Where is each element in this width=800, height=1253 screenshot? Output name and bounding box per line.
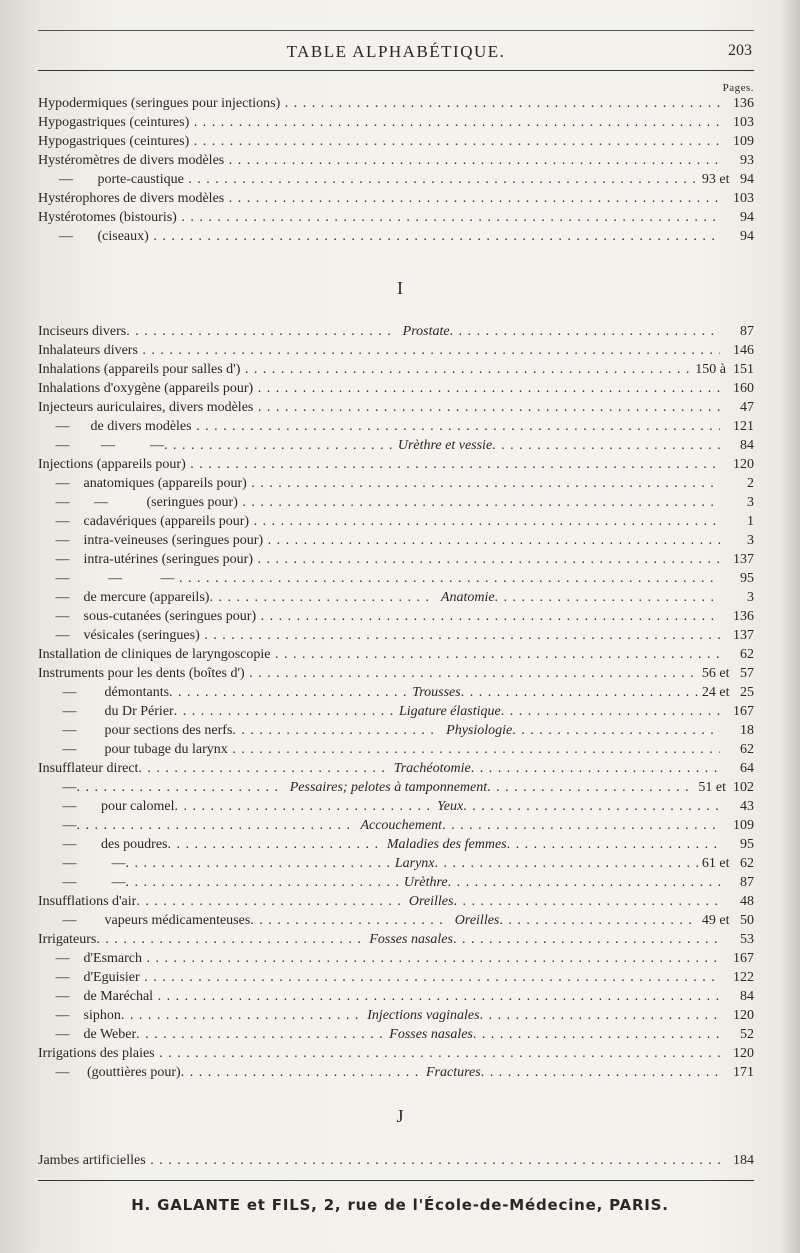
entry-cross-reference: Injections vaginales: [367, 1008, 480, 1023]
entry-term: — pour sections des nerfs: [38, 723, 233, 738]
dot-leader: [77, 817, 355, 835]
entry-cross-reference: Fractures: [426, 1065, 481, 1080]
entry-page-number: 3: [747, 495, 754, 510]
entry-term: Insufflations d'air: [38, 894, 137, 909]
entry-term: — siphon: [38, 1008, 121, 1023]
entry-page-number: 150 à 151: [695, 362, 754, 377]
entry-page-number: 167: [733, 704, 754, 719]
page-header: [38, 38, 754, 66]
entry-cross-reference: Ligature élastique: [398, 704, 501, 719]
index-entry: [38, 209, 754, 227]
dot-leader: [121, 1007, 361, 1025]
index-entry: [38, 494, 754, 512]
entry-page-number: 64: [739, 761, 754, 776]
dot-leader: [168, 836, 381, 854]
entry-page-number: 24 et 25: [701, 685, 754, 700]
index-entry: [38, 532, 754, 550]
entry-term: — — — . . .: [38, 570, 720, 588]
index-entry: [38, 608, 754, 626]
index-entry: [38, 912, 754, 930]
entry-term: — sous-cutanées (seringues pour) . . .: [38, 608, 720, 626]
page-number: 203: [728, 42, 752, 59]
index-entry: [38, 437, 754, 455]
index-entry: [38, 171, 754, 189]
entry-page-number: 84: [740, 438, 754, 453]
entry-cross-reference: Trachéotomie: [393, 761, 471, 776]
dot-leader: [136, 893, 403, 911]
entry-term: — cadavériques (appareils pour) . . .: [38, 513, 720, 531]
index-entry: [38, 665, 754, 683]
entry-term: — de Maréchal . . .: [38, 988, 720, 1006]
dot-leader: [453, 931, 720, 949]
entry-cross-reference: Anatomie: [440, 590, 495, 605]
entry-page-number: 47: [740, 400, 754, 415]
entry-page-number: 53: [740, 932, 754, 947]
entry-term: — démontants: [38, 685, 170, 700]
dot-leader: [126, 323, 396, 341]
dot-leader: [453, 893, 720, 911]
entry-page-number: 171: [733, 1065, 754, 1080]
entry-page-number: 1: [747, 514, 754, 529]
entry-page-number: 3: [747, 533, 754, 548]
index-entry: [38, 741, 754, 759]
entry-page-number: 84: [740, 989, 754, 1004]
entry-cross-reference: Physiologie: [446, 723, 513, 738]
index-entry: [38, 855, 754, 873]
entry-page-number: 103: [733, 191, 754, 206]
entry-term: — (gouttières pour): [38, 1065, 181, 1080]
entry-term: —: [38, 780, 77, 795]
dot-leader: [136, 1026, 383, 1044]
header-top-rule: [38, 30, 754, 31]
entry-cross-reference: Prostate: [402, 324, 450, 339]
entry-cross-reference: Maladies des femmes: [386, 837, 507, 852]
index-entry: [38, 798, 754, 816]
pages-column-label: Pages.: [722, 82, 754, 94]
dot-leader: [450, 323, 720, 341]
index-entry: [38, 95, 754, 113]
index-entry: [38, 703, 754, 721]
index-entry: [38, 475, 754, 493]
index-entry: [38, 513, 754, 531]
entry-term: Hypogastriques (ceintures) . . .: [38, 114, 720, 132]
entry-page-number: 62: [740, 742, 754, 757]
dot-leader: [463, 798, 720, 816]
entry-term: — de Weber: [38, 1027, 137, 1042]
entry-cross-reference: Yeux: [437, 799, 464, 814]
entry-term: — des poudres: [38, 837, 168, 852]
dot-leader: [448, 874, 720, 892]
entry-term: Hystérophores de divers modèles . . .: [38, 190, 720, 208]
dot-leader: [169, 684, 406, 702]
entry-page-number: 94: [740, 210, 754, 225]
index-entry: [38, 931, 754, 949]
index-entry: [38, 152, 754, 170]
entry-page-number: 136: [733, 609, 754, 624]
entry-term: Inhalateurs divers . . .: [38, 342, 720, 360]
entry-page-number: 62: [740, 647, 754, 662]
dot-leader: [499, 912, 698, 930]
dot-leader: [480, 1007, 720, 1025]
dot-leader: [96, 931, 363, 949]
dot-leader: [471, 760, 720, 778]
entry-term: — intra-veineuses (seringues pour) . . .: [38, 532, 720, 550]
dot-leader: [77, 779, 284, 797]
entry-term: — (ciseaux) . . .: [38, 228, 720, 246]
dot-leader: [174, 798, 431, 816]
entry-term: Installation de cliniques de laryngoscopie . . .: [38, 646, 720, 664]
entry-term: Hystérotomes (bistouris) . . .: [38, 209, 720, 227]
entry-cross-reference: Urèthre et vessie: [397, 438, 493, 453]
index-entry: [38, 950, 754, 968]
entry-cross-reference: Oreilles: [454, 913, 500, 928]
entry-term: Insufflateur direct: [38, 761, 139, 776]
index-entry: [38, 323, 754, 341]
entry-term: Inhalations d'oxygène (appareils pour) . . .: [38, 380, 720, 398]
publisher-footer: H. GALANTE et FILS, 2, rue de l'École-de-Médecine, PARIS.: [131, 1196, 669, 1214]
entry-page-number: 120: [733, 1008, 754, 1023]
entry-page-number: 137: [733, 628, 754, 643]
dot-leader: [461, 684, 698, 702]
entry-term: — —: [38, 875, 126, 890]
entry-term: Injecteurs auriculaires, divers modèles . . .: [38, 399, 720, 417]
entry-cross-reference: Larynx: [394, 856, 435, 871]
dot-leader: [250, 912, 449, 930]
dot-leader: [126, 874, 398, 892]
entry-cross-reference: Pessaires; pelotes à tamponnement: [289, 780, 488, 795]
index-entry: [38, 190, 754, 208]
index-entry: [38, 399, 754, 417]
index-entry: [38, 722, 754, 740]
index-entry: [38, 589, 754, 607]
entry-page-number: 137: [733, 552, 754, 567]
dot-leader: [174, 703, 393, 721]
entry-page-number: 109: [733, 134, 754, 149]
entry-cross-reference: Oreilles: [408, 894, 454, 909]
dot-leader: [487, 779, 694, 797]
entry-term: Inhalations (appareils pour salles d') . . .: [38, 361, 691, 379]
entry-page-number: 160: [733, 381, 754, 396]
section-heading-j: J: [396, 1106, 404, 1126]
entry-page-number: 48: [740, 894, 754, 909]
index-entry: [38, 646, 754, 664]
index-entry: [38, 380, 754, 398]
entry-term: — d'Esmarch . . .: [38, 950, 720, 968]
index-entry: [38, 1152, 754, 1170]
index-entry: [38, 1045, 754, 1063]
dot-leader: [209, 589, 434, 607]
entry-page-number: 167: [733, 951, 754, 966]
entry-term: Inciseurs divers: [38, 324, 127, 339]
entry-page-number: 87: [740, 324, 754, 339]
entry-page-number: 61 et 62: [701, 856, 754, 871]
dot-leader: [501, 703, 720, 721]
dot-leader: [164, 437, 392, 455]
index-entry: [38, 836, 754, 854]
entry-page-number: 49 et 50: [701, 913, 754, 928]
index-entry: [38, 779, 754, 797]
entry-term: Jambes artificielles . . .: [38, 1152, 720, 1170]
entry-term: Hystéromètres de divers modèles . . .: [38, 152, 720, 170]
entry-page-number: 103: [733, 115, 754, 130]
entry-page-number: 146: [733, 343, 754, 358]
header-rule: [38, 70, 754, 71]
entry-page-number: 2: [747, 476, 754, 491]
entry-term: — anatomiques (appareils pour) . . .: [38, 475, 720, 493]
entry-term: Irrigations des plaies . . .: [38, 1045, 720, 1063]
entry-page-number: 3: [747, 590, 754, 605]
index-entry: [38, 760, 754, 778]
page-title: TABLE ALPHABÉTIQUE.: [286, 42, 506, 61]
entry-page-number: 18: [740, 723, 754, 738]
dot-leader: [126, 855, 389, 873]
index-entry: [38, 1026, 754, 1044]
entry-page-number: 120: [733, 457, 754, 472]
section-heading-i: I: [397, 278, 403, 298]
dot-leader: [473, 1026, 720, 1044]
dot-leader: [492, 437, 720, 455]
index-entry: [38, 418, 754, 436]
index-entry: [38, 133, 754, 151]
entry-term: — —: [38, 856, 126, 871]
index-entry: [38, 893, 754, 911]
entry-term: Hypodermiques (seringues pour injections) . . .: [38, 95, 720, 113]
entry-cross-reference: Fosses nasales: [369, 932, 453, 947]
entry-page-number: 109: [733, 818, 754, 833]
footer-rule: [38, 1180, 754, 1181]
entry-term: — de mercure (appareils): [38, 590, 210, 605]
dot-leader: [138, 760, 387, 778]
index-entry: [38, 114, 754, 132]
entry-cross-reference: Fosses nasales: [389, 1027, 473, 1042]
entry-page-number: 120: [733, 1046, 754, 1061]
dot-leader: [507, 836, 720, 854]
dot-leader: [481, 1064, 720, 1082]
entry-term: — intra-utérines (seringues pour) . . .: [38, 551, 720, 569]
index-entry: [38, 551, 754, 569]
entry-term: — de divers modèles . . .: [38, 418, 720, 436]
index-entry: [38, 456, 754, 474]
entry-page-number: 56 et 57: [701, 666, 754, 681]
index-entry: [38, 361, 754, 379]
entry-page-number: 95: [740, 571, 754, 586]
index-entry: [38, 817, 754, 835]
entry-page-number: 93: [740, 153, 754, 168]
index-entry: [38, 684, 754, 702]
entry-term: — — (seringues pour) . . .: [38, 494, 720, 512]
entry-page-number: 94: [740, 229, 754, 244]
entry-page-number: 121: [733, 419, 754, 434]
entry-page-number: 184: [733, 1153, 754, 1168]
index-entry: [38, 988, 754, 1006]
dot-leader: [512, 722, 720, 740]
index-entry: [38, 969, 754, 987]
entry-term: — d'Eguisier . . .: [38, 969, 720, 987]
entry-term: Irrigateurs: [38, 932, 97, 947]
entry-term: — vésicales (seringues) . . .: [38, 627, 720, 645]
entry-term: —: [38, 818, 77, 833]
index-entry: [38, 342, 754, 360]
index-entry: [38, 627, 754, 645]
entry-page-number: 122: [733, 970, 754, 985]
entry-term: — vapeurs médicamenteuses: [38, 913, 251, 928]
entry-cross-reference: Trousses: [412, 685, 461, 700]
dot-leader: [495, 589, 720, 607]
entry-term: — pour tubage du larynx . . .: [38, 741, 720, 759]
dot-leader: [232, 722, 440, 740]
entry-term: — pour calomel: [38, 799, 175, 814]
index-entry: [38, 874, 754, 892]
entry-term: Injections (appareils pour) . . .: [38, 456, 720, 474]
entry-page-number: 95: [739, 837, 754, 852]
entry-term: — porte-caustique . . .: [38, 171, 698, 189]
entry-page-number: 43: [739, 799, 754, 814]
entry-cross-reference: Urèthre: [403, 875, 448, 890]
entry-page-number: 87: [740, 875, 754, 890]
entry-term: — — —: [38, 438, 164, 453]
entry-page-number: 136: [733, 96, 754, 111]
entry-cross-reference: Accouchement: [360, 818, 443, 833]
entry-page-number: 52: [740, 1027, 754, 1042]
dot-leader: [442, 817, 720, 835]
entry-term: Instruments pour les dents (boîtes d') . . .: [38, 665, 698, 683]
entry-page-number: 93 et 94: [701, 172, 754, 187]
index-entry: [38, 228, 754, 246]
entry-term: Hypogastriques (ceintures) . . .: [38, 133, 720, 151]
index-entry: [38, 1007, 754, 1025]
index-entry: [38, 1064, 754, 1082]
index-entry: [38, 570, 754, 588]
entry-term: — du Dr Périer: [38, 704, 174, 719]
dot-leader: [181, 1064, 420, 1082]
dot-leader: [435, 855, 698, 873]
entry-page-number: 51 et 102: [698, 780, 754, 795]
